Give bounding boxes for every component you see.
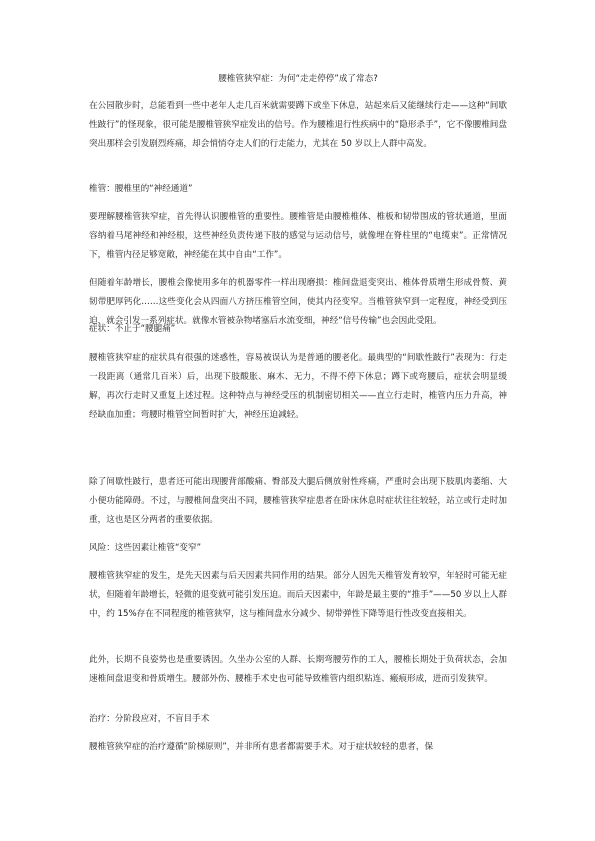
paragraph-canal-anatomy: 要理解腰椎管狭窄症，首先得认识腰椎管的重要性。腰椎管是由腰椎椎体、椎板和韧带围成的管状通道，里面容纳着马尾神经和神经根，这些神经负责传递下肢的感觉与运动信号，就像埋在脊柱里的“电缆束”。正常情况下，椎管内径足够宽敞，神经能在其中自由“工作”。 [89, 212, 507, 260]
article-title: 腰椎管狭窄症：为何“走走停停”成了常态? [218, 74, 378, 84]
paragraph-canal-degeneration: 但随着年龄增长，腰椎会像使用多年的机器零件一样出现磨损：椎间盘退变突出、椎体骨质增生形成骨赘、黄韧带肥厚钙化……这些变化会从四面八方挤压椎管空间，使其内径变窄。当椎管狭窄到一定程度，神经受到压迫，就会引发一系列症状。就像水管被杂物堵塞后水流变细，神经“信号传输”也会因此受阻。 [89, 278, 507, 326]
paragraph-other-symptoms: 除了间歇性跛行，患者还可能出现腰背部酸痛、臀部及大腿后侧放射性疼痛，严重时会出现下肢肌肉萎缩、大小便功能障碍。不过，与腰椎间盘突出不同，腰椎管狭窄症患者在卧床休息时症状往往较轻，站立或行走时加重，这也是区分两者的重要依据。 [89, 477, 507, 525]
section-heading-risks: 风险：这些因素让椎管“变窄” [89, 543, 202, 553]
paragraph-posture: 此外，长期不良姿势也是重要诱因。久坐办公室的人群、长期弯腰劳作的工人，腰椎长期处于负荷状态，会加速椎间盘退变和骨质增生。腰部外伤、腰椎手术史也可能导致椎管内组织粘连、瘢痕形成，进而引发狭窄。 [89, 655, 507, 684]
section-heading-spinal-canal: 椎管：腰椎里的“神经通道” [89, 184, 193, 194]
paragraph-risk-factors: 腰椎管狭窄症的发生，是先天因素与后天因素共同作用的结果。部分人因先天椎管发育较窄，年轻时可能无症状，但随着年龄增长，轻微的退变就可能引发压迫。而后天因素中，年龄是最主要的“推手”——50 岁以上人群中，约 15%存在不同程度的椎管狭窄，这与椎间盘水分减少、韧带弹性下降等退行性改变直接相关。 [89, 571, 507, 619]
paragraph-treatment: 腰椎管狭窄症的治疗遵循“阶梯原则”，并非所有患者都需要手术。对于症状较轻的患者，保 [89, 742, 434, 752]
section-heading-symptoms: 症状：不止于“腰腿痛” [89, 324, 176, 334]
paragraph-intro: 在公园散步时，总能看到一些中老年人走几百米就需要蹲下或坐下休息，站起来后又能继续行走——这种“间歇性跛行”的怪现象，很可能是腰椎管狭窄症发出的信号。作为腰椎退行性疾病中的“隐形杀手”，它不像腰椎间盘突出那样会引发剧烈疼痛，却会悄悄夺走人们的行走能力，尤其在 50 岁以上人群中高发。 [89, 101, 507, 149]
paragraph-claudication: 腰椎管狭窄症的症状具有很强的迷惑性，容易被误认为是普通的腰老化。最典型的“间歇性跛行”表现为：行走一段距离（通常几百米）后，出现下肢酸胀、麻木、无力，不得不停下休息；蹲下或弯腰后，症状会明显缓解，再次行走时又重复上述过程。这种特点与神经受压的机制密切相关——直立行走时，椎管内压力升高，神经缺血加重；弯腰时椎管空间暂时扩大，神经压迫减轻。 [89, 353, 507, 420]
section-heading-treatment: 治疗：分阶段应对，不盲目手术 [89, 714, 210, 724]
